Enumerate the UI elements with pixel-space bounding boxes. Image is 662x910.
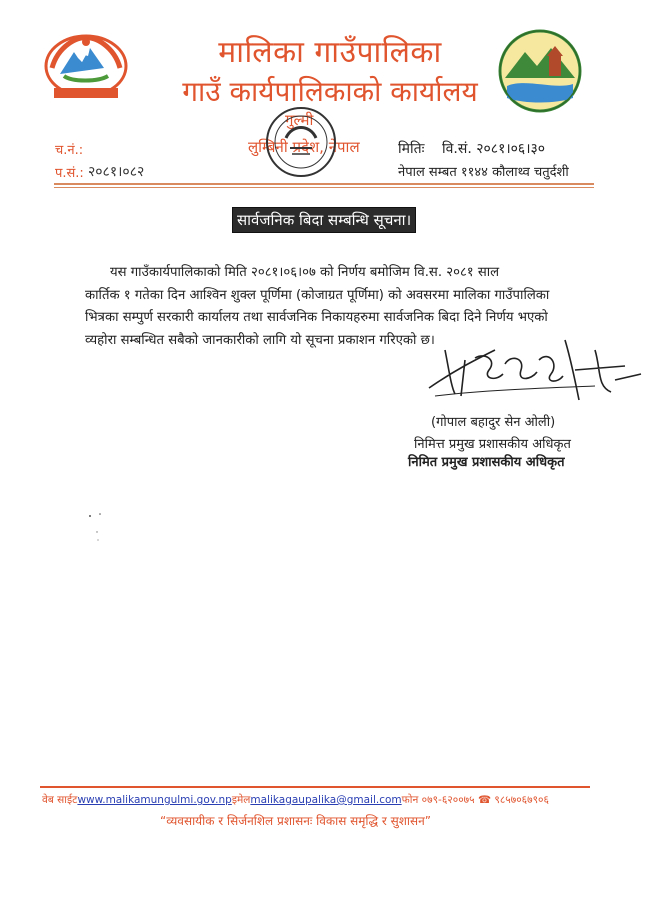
office-title-line2: गाउँ कार्यपालिकाको कार्यालय <box>182 75 478 108</box>
nepal-sambat-date: नेपाल सम्बत ११४४ कौलाथ्व चतुर्दशी <box>398 165 569 180</box>
address-district: गुल्मी <box>285 111 314 129</box>
telephone-icon: ☎ <box>477 794 492 806</box>
address-province: लुम्बिनी प्रदेश, नेपाल <box>248 138 360 156</box>
email-link[interactable]: malikagaupalika@gmail.com <box>250 794 402 806</box>
header-divider-thin <box>54 187 594 188</box>
chalani-number-label: च.नं.: <box>55 143 84 158</box>
office-title-line1: मालिका गाउँपालिका <box>218 35 442 70</box>
website-label: वेब साईट <box>42 794 78 806</box>
footer-contact <box>42 793 549 807</box>
signer-title: निमित्त प्रमुख प्रशासकीय अधिकृत <box>414 437 571 452</box>
phone-value: ०७९-६२००७५ <box>421 794 475 806</box>
body-line: कार्तिक १ गतेका दिन आश्विन शुक्ल पूर्णिमा (कोजाग्रत पूर्णिमा) को अवसरमा मालिका गाउँपालिका <box>85 287 550 303</box>
signature-icon <box>425 330 645 410</box>
date-label: मितिः <box>398 141 425 157</box>
office-stamp-icon <box>262 104 340 180</box>
header-divider <box>54 183 594 185</box>
footer-motto: “व्यवसायीक र सिर्जनशिल प्रशासनः विकास समृद्धि र सुशासन” <box>160 814 432 828</box>
footer-divider <box>40 786 590 788</box>
municipality-logo-icon <box>495 28 585 114</box>
scan-specks <box>85 510 115 550</box>
nepal-emblem-icon <box>38 28 134 108</box>
email-label: इमेल <box>231 794 251 806</box>
patra-sankhya-label: प.सं.: <box>55 166 84 181</box>
signer-stamp-title: निमित प्रमुख प्रशासकीय अधिकृत <box>408 455 565 470</box>
body-line: भित्रका सम्पुर्ण सरकारी कार्यालय तथा सार्वजनिक निकायहरुमा सार्वजनिक बिदा दिने निर्णय भएको <box>85 310 548 326</box>
patra-sankhya-value: २०८१।०८२ <box>88 164 145 180</box>
signer-name: (गोपाल बहादुर सेन ओली) <box>431 415 556 430</box>
mobile-value: ९८५७०६७९०६ <box>494 794 549 806</box>
notice-title: सार्वजनिक बिदा सम्बन्धि सूचना। <box>232 207 416 233</box>
website-link[interactable]: www.malikamungulmi.gov.np <box>77 794 232 806</box>
date-value: वि.सं. २०८१।०६।३० <box>442 141 546 157</box>
body-line: यस गाउँकार्यपालिकाको मिति २०८१।०६।०७ को निर्णय बमोजिम वि.स. २०८१ साल <box>110 265 500 280</box>
body-line: व्यहोरा सम्बन्धित सबैको जानकारीको लागि यो सूचना प्रकाशन गरिएको छ। <box>85 332 435 348</box>
phone-label: फोन <box>401 794 419 806</box>
